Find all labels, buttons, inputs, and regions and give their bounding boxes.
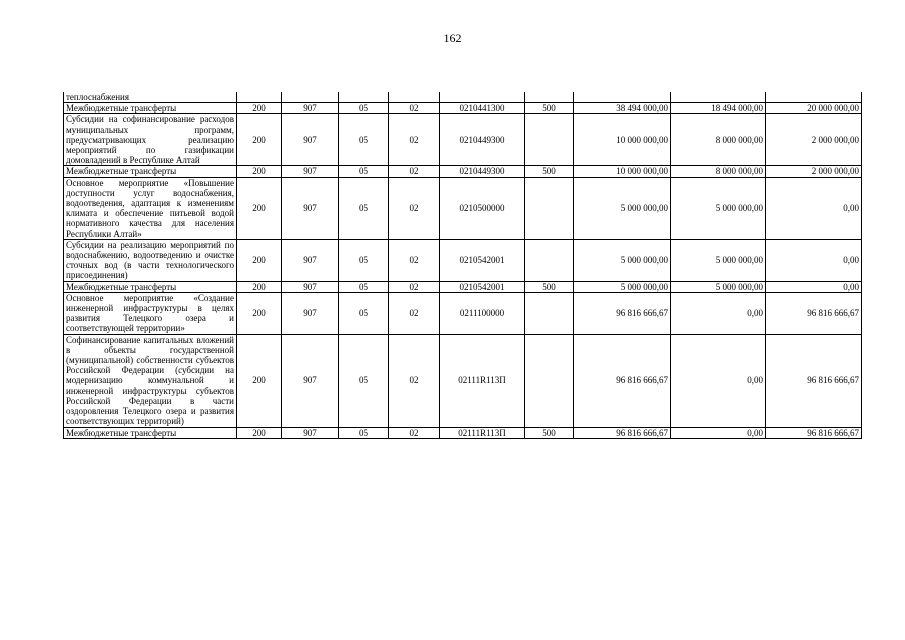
target-code-cell: 02111R113П (440, 427, 525, 438)
target-code-cell: 0210441300 (440, 103, 525, 114)
target-code-cell: 0210542001 (440, 239, 525, 281)
code-cell: 907 (282, 281, 339, 292)
code-cell: 907 (282, 334, 339, 427)
code-cell: 02 (389, 239, 440, 281)
code-cell: 05 (339, 292, 389, 334)
code-cell (237, 92, 282, 103)
target-code-cell: 0210449300 (440, 114, 525, 166)
row-name: Межбюджетные трансферты (64, 281, 237, 292)
amount-cell: 96 816 666,67 (574, 334, 671, 427)
code-cell: 200 (237, 103, 282, 114)
expense-type-cell: 500 (525, 103, 574, 114)
code-cell: 05 (339, 427, 389, 438)
table-row (64, 281, 862, 292)
code-cell: 200 (237, 292, 282, 334)
expense-type-cell (525, 292, 574, 334)
code-cell: 200 (237, 334, 282, 427)
code-cell: 907 (282, 239, 339, 281)
amount-cell: 96 816 666,67 (766, 427, 862, 438)
code-cell: 200 (237, 177, 282, 239)
row-name: Межбюджетные трансферты (64, 103, 237, 114)
amount-cell: 5 000 000,00 (671, 177, 766, 239)
expense-type-cell: 500 (525, 427, 574, 438)
table-row (64, 103, 862, 114)
amount-cell: 0,00 (671, 334, 766, 427)
code-cell: 907 (282, 292, 339, 334)
amount-cell: 38 494 000,00 (574, 103, 671, 114)
expense-type-cell: 500 (525, 166, 574, 177)
code-cell: 02 (389, 281, 440, 292)
row-name: Межбюджетные трансферты (64, 166, 237, 177)
row-name: Основное мероприятие «Повышение доступности услуг водоснабжения, водоотведения, адаптация к изменениям климата и обеспечение питьевой водой нормативного качества для населения Республики Алтай» (64, 177, 237, 239)
amount-cell: 96 816 666,67 (766, 334, 862, 427)
amount-cell: 8 000 000,00 (671, 166, 766, 177)
amount-cell: 96 816 666,67 (766, 292, 862, 334)
amount-cell: 8 000 000,00 (671, 114, 766, 166)
row-name: Софинансирование капитальных вложений в объекты государственной (муниципальной) собственности субъектов Российской Федерации (субсидии на модернизацию коммунальной и инженерной инфраструктуры субъектов Российской Федерации в части оздоровления Телецкого озера и развития соответствующих территорий) (64, 334, 237, 427)
code-cell: 05 (339, 239, 389, 281)
amount-cell: 5 000 000,00 (574, 177, 671, 239)
code-cell: 200 (237, 281, 282, 292)
code-cell: 200 (237, 114, 282, 166)
code-cell: 907 (282, 427, 339, 438)
table-row (64, 427, 862, 438)
expense-type-cell (525, 92, 574, 103)
target-code-cell: 0211100000 (440, 292, 525, 334)
code-cell (389, 92, 440, 103)
code-cell: 907 (282, 114, 339, 166)
amount-cell: 0,00 (766, 281, 862, 292)
row-name: Межбюджетные трансферты (64, 427, 237, 438)
row-name: Субсидии на софинансирование расходов муниципальных программ, предусматривающих реализацию мероприятий по газификации домовладений в Республике Алтай (64, 114, 237, 166)
target-code-cell: 0210449300 (440, 166, 525, 177)
page-number: 162 (443, 31, 462, 45)
amount-cell: 5 000 000,00 (671, 239, 766, 281)
code-cell (282, 92, 339, 103)
expense-type-cell (525, 114, 574, 166)
code-cell: 02 (389, 334, 440, 427)
table-row (64, 239, 862, 281)
expense-type-cell: 500 (525, 281, 574, 292)
row-name: Субсидии на реализацию мероприятий по водоснабжению, водоотведению и очистке сточных вод (в части технологического присоединения) (64, 239, 237, 281)
amount-cell: 5 000 000,00 (671, 281, 766, 292)
expense-type-cell (525, 334, 574, 427)
budget-table (63, 92, 862, 439)
code-cell: 907 (282, 177, 339, 239)
code-cell: 02 (389, 177, 440, 239)
code-cell: 02 (389, 103, 440, 114)
code-cell: 02 (389, 114, 440, 166)
code-cell: 907 (282, 166, 339, 177)
code-cell: 200 (237, 239, 282, 281)
code-cell: 02 (389, 292, 440, 334)
amount-cell: 5 000 000,00 (574, 281, 671, 292)
code-cell (339, 92, 389, 103)
amount-cell: 2 000 000,00 (766, 166, 862, 177)
code-cell: 05 (339, 114, 389, 166)
amount-cell (766, 92, 862, 103)
expense-type-cell (525, 239, 574, 281)
code-cell: 02 (389, 166, 440, 177)
amount-cell (671, 92, 766, 103)
code-cell: 05 (339, 281, 389, 292)
table-row (64, 166, 862, 177)
amount-cell: 0,00 (766, 177, 862, 239)
amount-cell: 0,00 (671, 427, 766, 438)
code-cell: 05 (339, 166, 389, 177)
code-cell: 02 (389, 427, 440, 438)
target-code-cell: 0210542001 (440, 281, 525, 292)
amount-cell: 20 000 000,00 (766, 103, 862, 114)
table-row (64, 334, 862, 427)
code-cell: 05 (339, 177, 389, 239)
table-row (64, 177, 862, 239)
target-code-cell: 0210500000 (440, 177, 525, 239)
amount-cell: 18 494 000,00 (671, 103, 766, 114)
table-row (64, 292, 862, 334)
target-code-cell (440, 92, 525, 103)
amount-cell: 0,00 (766, 239, 862, 281)
code-cell: 907 (282, 103, 339, 114)
table-row (64, 114, 862, 166)
amount-cell: 96 816 666,67 (574, 427, 671, 438)
amount-cell: 0,00 (671, 292, 766, 334)
row-name: теплоснабжения (64, 92, 237, 103)
code-cell: 05 (339, 334, 389, 427)
target-code-cell: 02111R113П (440, 334, 525, 427)
amount-cell: 5 000 000,00 (574, 239, 671, 281)
code-cell: 05 (339, 103, 389, 114)
row-name: Основное мероприятие «Создание инженерной инфраструктуры в целях развития Телецкого озера и соответствующей территории» (64, 292, 237, 334)
amount-cell: 96 816 666,67 (574, 292, 671, 334)
amount-cell: 10 000 000,00 (574, 166, 671, 177)
table-row (64, 92, 862, 103)
expense-type-cell (525, 177, 574, 239)
amount-cell: 2 000 000,00 (766, 114, 862, 166)
amount-cell: 10 000 000,00 (574, 114, 671, 166)
code-cell: 200 (237, 166, 282, 177)
code-cell: 200 (237, 427, 282, 438)
amount-cell (574, 92, 671, 103)
